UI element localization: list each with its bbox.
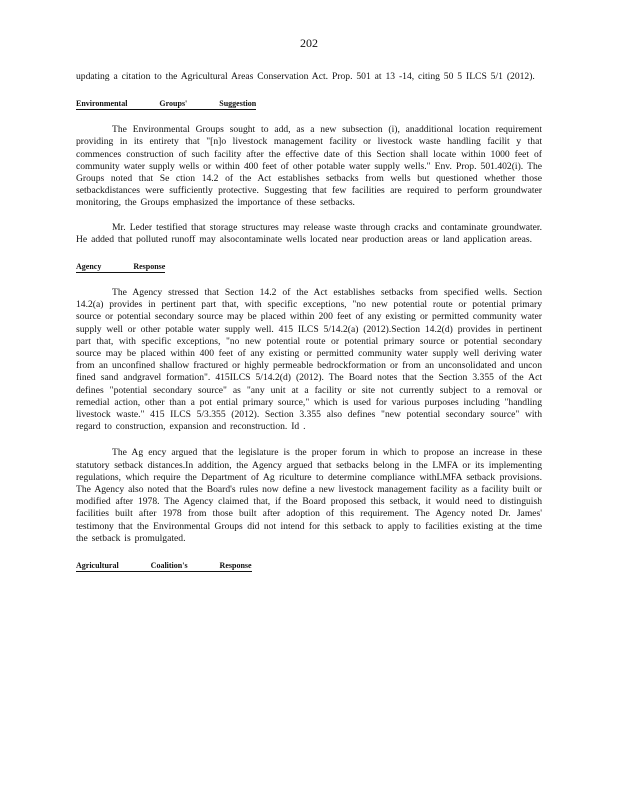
page-number: 202 [300,36,318,50]
section-heading-agricultural-coalition [76,561,542,572]
heading-text: Agency Response [76,262,166,272]
section-heading-environmental-groups [76,99,542,110]
heading-text: Agricultural Coalition's Response [76,561,252,571]
paragraph-environmental-groups: The Environmental Groups sought to add, as a new subsection (i), anadditional location requirement providing in its entirety that "[n]o livestock management facility or livestock waste handling facilit y that commences construction of such facility after the effective date of this Section shall locate within 1000 feet of community water supply wells or within 400 feet of other potable water supply wells." Env. Prop. 501.402(i). The Groups noted that Se ction 14.2 of the Act establishes setbacks from wells but questioned whether those setbackdistances were sufficiently protective. Suggesting that few facilities are required to perform groundwater monitoring, the Groups emphasized the importance of these setbacks. [76,124,542,209]
paragraph-continuation: updating a citation to the Agricultural Areas Conservation Act. Prop. 501 at 13 -14, citing 50 5 ILCS 5/1 (2012). [76,71,535,82]
paragraph-agency-argued: The Ag ency argued that the legislature is the proper forum in which to propose an increase in these statutory setback distances.In addition, the Agency argued that setbacks belong in the LMFA or its implementing regulations, which require the Department of Ag riculture to determine compliance withLMFA setback provisions. The Agency also noted that the Board's rules now define a new livestock management facility as a facility built or modified after 1978. The Agency claimed that, if the Board proposed this setback, it would need to distinguish facilities built after 1978 from those built after adoption of this requirement. The Agency noted Dr. James' testimony that the Environmental Groups did not intend for this setback to apply to facilities existing at the time the setback is promulgated. [76,447,542,544]
heading-text: Environmental Groups' Suggestion [76,99,257,109]
paragraph-leder-testimony: Mr. Leder testified that storage structures may release waste through cracks and contaminate groundwater. He added that polluted runoff may alsocontaminate wells located near production areas or land application areas. [76,221,542,245]
paragraph-agency-stressed: The Agency stressed that Section 14.2 of the Act establishes setbacks from specified wells. Section 14.2(a) provides in pertinent part that, with specific exceptions, "no new potential route or potential primary source or potential secondary source may be placed within 200 feet of any existing or permitted community water supply well or other potable water supply well. 415 ILCS 5/14.2(a) (2012).Section 14.2(d) provides in pertinent part that, with specific exceptions, "no new potential route or potential primary source or potential secondary source may be placed within 400 feet of any existing or permitted community water supply well deriving water from an unconfined shallow fractured or highly permeable bedrockformation or from an unconsolidated and uncon fined sand andgravel formation". 415ILCS 5/14.2(d) (2012). The Board notes that the Section 3.355 of the Act defines "potential secondary source" as "any unit at a facility or site not currently subject to a removal or remedial action, other than a pot ential primary source," which is used for various purposes including "handling livestock waste." 415 ILCS 5/3.355 (2012). Section 3.355 also defines "new potential secondary source" with regard to construction, expansion and reconstruction. Id . [76,287,542,433]
section-heading-agency-response [76,262,542,273]
